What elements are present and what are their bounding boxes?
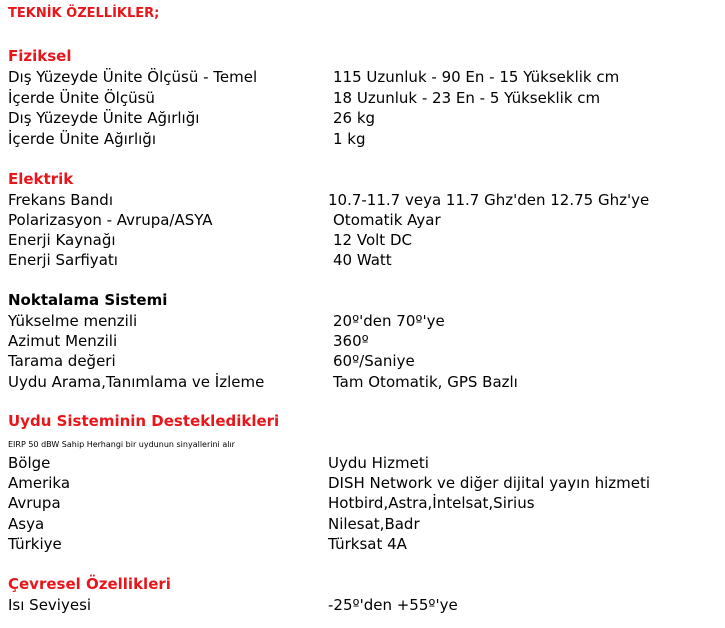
spec-label: İçerde Ünite Ağırlığı <box>8 130 156 148</box>
eirp-note: EIRP 50 dBW Sahip Herhangi bir uydunun sinyallerini alır <box>8 440 235 449</box>
spec-row <box>0 493 725 513</box>
spec-row <box>0 88 725 108</box>
spec-label: Frekans Bandı <box>8 191 113 209</box>
spec-row <box>0 129 725 149</box>
spec-value: Uydu Hizmeti <box>328 454 429 472</box>
spec-label: Avrupa <box>8 494 61 512</box>
spec-value: 18 Uzunluk - 23 En - 5 Yükseklik cm <box>333 89 601 107</box>
spec-value: 360º <box>333 332 369 350</box>
spec-value: Hotbird,Astra,İntelsat,Sirius <box>328 494 535 512</box>
spec-label: Asya <box>8 515 45 533</box>
spec-label: Enerji Kaynağı <box>8 231 116 249</box>
spec-row <box>0 331 725 351</box>
spec-value: 12 Volt DC <box>333 231 412 249</box>
spec-label: Yükselme menzili <box>8 312 138 330</box>
spec-row <box>0 210 725 230</box>
spec-label: Türkiye <box>8 535 62 553</box>
spec-row <box>0 311 725 331</box>
spec-label: Amerika <box>8 474 71 492</box>
spec-label: İçerde Ünite Ölçüsü <box>8 89 155 107</box>
spec-value: Türksat 4A <box>328 535 407 553</box>
spec-label: Dış Yüzeyde Ünite Ağırlığı <box>8 109 200 127</box>
spec-row <box>0 473 725 493</box>
spec-row <box>0 190 725 210</box>
spec-value: DISH Network ve diğer dijital yayın hizmeti <box>328 474 651 492</box>
spec-label: Isı Seviyesi <box>8 596 92 614</box>
spec-row <box>0 595 725 615</box>
spec-value: 115 Uzunluk - 90 En - 15 Yükseklik cm <box>333 68 620 86</box>
spec-row <box>0 534 725 554</box>
spec-label: Bölge <box>8 454 51 472</box>
spec-label: Tarama değeri <box>8 352 116 370</box>
spec-row <box>0 230 725 250</box>
spec-label: Polarizasyon - Avrupa/ASYA <box>8 211 213 229</box>
page-title: TEKNİK ÖZELLİKLER; <box>8 6 160 21</box>
spec-label: Enerji Sarfiyatı <box>8 251 118 269</box>
spec-row <box>0 453 725 473</box>
spec-row <box>0 67 725 87</box>
section-heading-cevresel: Çevresel Özellikleri <box>8 575 171 593</box>
spec-row <box>0 250 725 270</box>
spec-label: Dış Yüzeyde Ünite Ölçüsü - Temel <box>8 68 258 86</box>
spec-row <box>0 351 725 371</box>
spec-value: Otomatik Ayar <box>333 211 441 229</box>
spec-value: -25º'den +55º'ye <box>328 596 458 614</box>
spec-value: 40 Watt <box>333 251 392 269</box>
spec-label: Azimut Menzili <box>8 332 118 350</box>
spec-label: Uydu Arama,Tanımlama ve İzleme <box>8 373 265 391</box>
spec-value: 10.7-11.7 veya 11.7 Ghz'den 12.75 Ghz'ye <box>328 191 650 209</box>
spec-value: Nilesat,Badr <box>328 515 420 533</box>
section-heading-elektrik: Elektrik <box>8 170 74 188</box>
spec-row <box>0 372 725 392</box>
section-heading-uydu: Uydu Sisteminin Destekledikleri <box>8 412 280 430</box>
spec-row <box>0 108 725 128</box>
section-heading-noktalama: Noktalama Sistemi <box>8 291 168 309</box>
spec-value: 26 kg <box>333 109 376 127</box>
spec-row <box>0 514 725 534</box>
spec-value: 1 kg <box>333 130 366 148</box>
spec-value: 20º'den 70º'ye <box>333 312 445 330</box>
spec-value: Tam Otomatik, GPS Bazlı <box>333 373 518 391</box>
spec-value: 60º/Saniye <box>333 352 415 370</box>
section-heading-fiziksel: Fiziksel <box>8 47 72 65</box>
